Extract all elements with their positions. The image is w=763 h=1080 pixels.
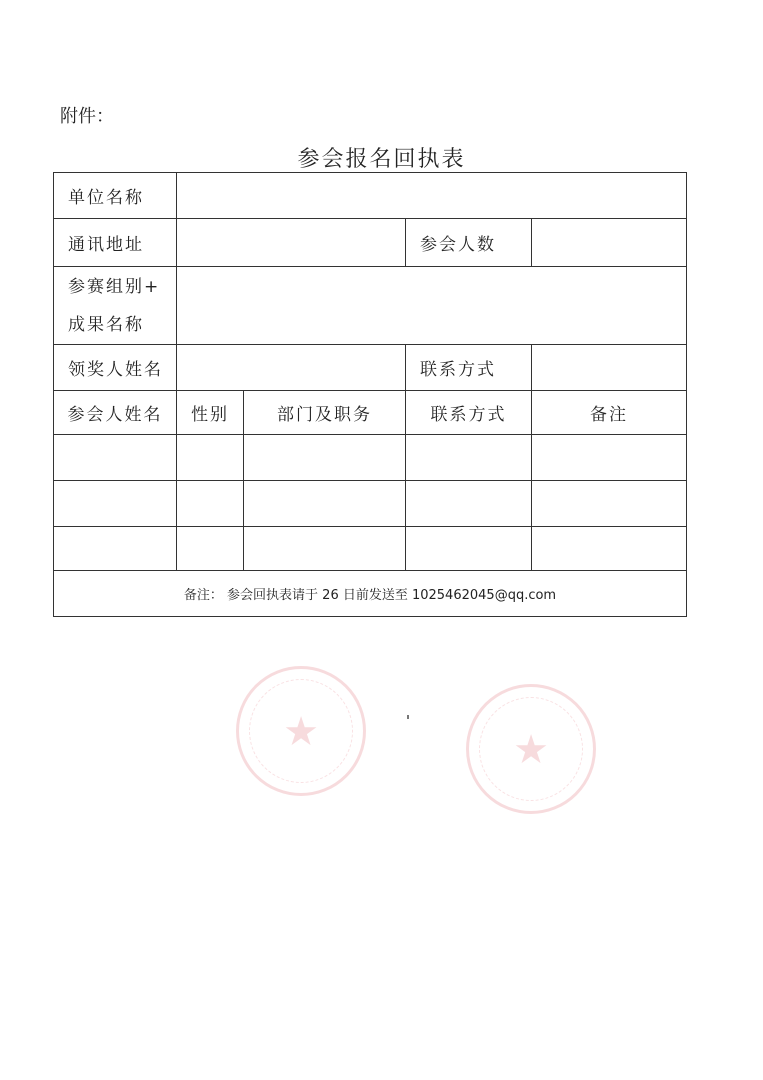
group-label xyxy=(54,267,177,345)
cell-gender[interactable] xyxy=(177,481,244,527)
header-attendee-name: 参会人姓名 xyxy=(54,391,177,435)
unit-name-label: 单位名称 xyxy=(54,173,177,219)
cell-contact[interactable] xyxy=(406,481,532,527)
contact-method-field[interactable] xyxy=(532,345,687,391)
cell-contact[interactable] xyxy=(406,435,532,481)
footer-note: 备注： 参会回执表请于 26 日前发送至 1025462045@qq.com xyxy=(54,571,687,617)
registration-form-table xyxy=(53,172,687,617)
header-department-position: 部门及职务 xyxy=(244,391,406,435)
cell-attendee-name[interactable] xyxy=(54,481,177,527)
group-label-line1: 参赛组别+ xyxy=(68,276,161,297)
header-contact: 联系方式 xyxy=(406,391,532,435)
header-gender: 性别 xyxy=(177,391,244,435)
attendee-count-field[interactable] xyxy=(532,219,687,267)
cell-department-position[interactable] xyxy=(244,527,406,571)
cell-gender[interactable] xyxy=(177,527,244,571)
contact-method-label: 联系方式 xyxy=(406,345,532,391)
address-field[interactable] xyxy=(177,219,406,267)
ink-speck xyxy=(407,715,409,719)
cell-remarks[interactable] xyxy=(532,435,687,481)
star-icon: ★ xyxy=(513,727,549,773)
cell-remarks[interactable] xyxy=(532,527,687,571)
attachment-label: 附件： xyxy=(60,106,114,127)
cell-attendee-name[interactable] xyxy=(54,435,177,481)
award-recipient-field[interactable] xyxy=(177,345,406,391)
header-remarks: 备注 xyxy=(532,391,687,435)
group-field[interactable] xyxy=(177,267,687,345)
cell-gender[interactable] xyxy=(177,435,244,481)
table-row xyxy=(54,435,687,481)
award-recipient-label: 领奖人姓名 xyxy=(54,345,177,391)
table-row xyxy=(54,481,687,527)
cell-department-position[interactable] xyxy=(244,435,406,481)
cell-remarks[interactable] xyxy=(532,481,687,527)
official-seal-right xyxy=(466,684,596,814)
star-icon: ★ xyxy=(283,709,319,755)
official-seal-left xyxy=(236,666,366,796)
cell-department-position[interactable] xyxy=(244,481,406,527)
cell-contact[interactable] xyxy=(406,527,532,571)
unit-name-field[interactable] xyxy=(177,173,687,219)
table-row xyxy=(54,527,687,571)
attendee-count-label: 参会人数 xyxy=(406,219,532,267)
address-label: 通讯地址 xyxy=(54,219,177,267)
cell-attendee-name[interactable] xyxy=(54,527,177,571)
group-label-line2: 成果名称 xyxy=(68,314,144,335)
form-title: 参会报名回执表 xyxy=(297,147,466,172)
